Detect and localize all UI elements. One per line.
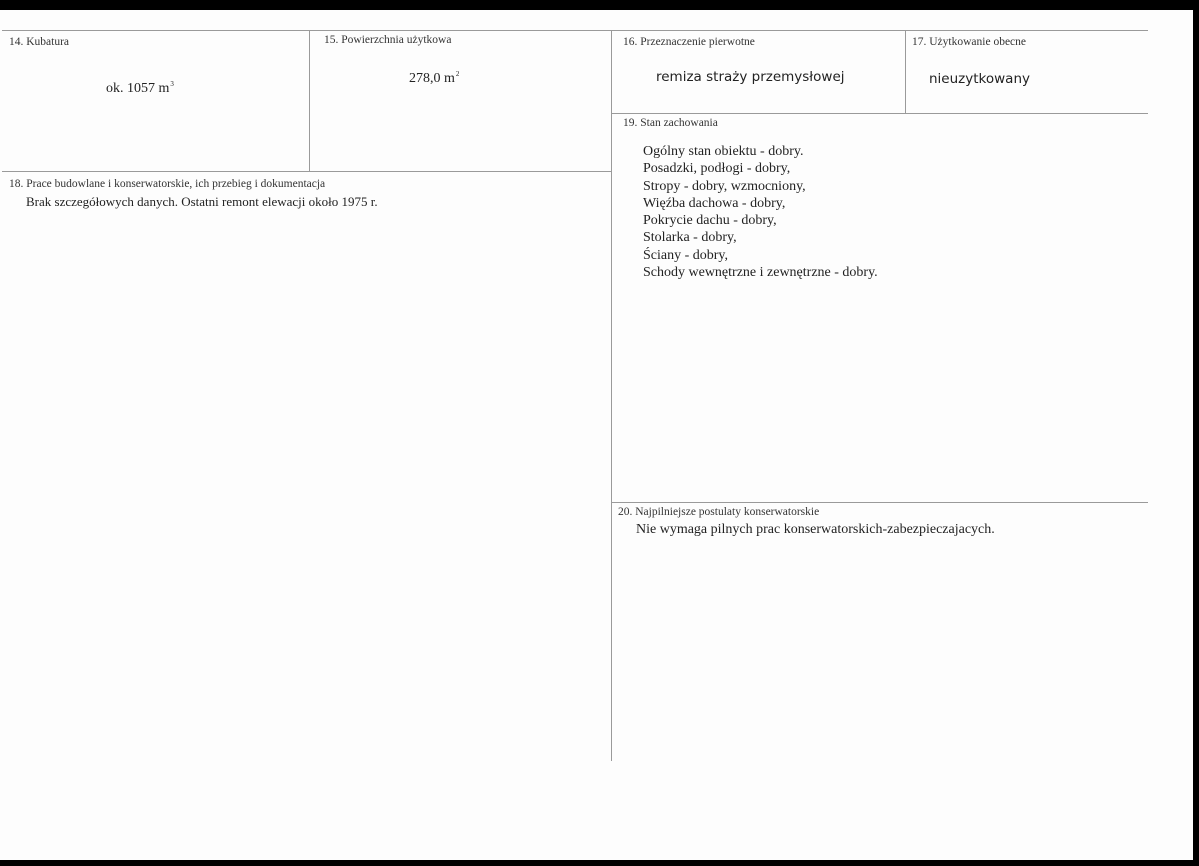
list-item: Stolarka - dobry,	[643, 230, 737, 246]
field-14-value	[106, 80, 174, 97]
field-14-value-text: ok. 1057 m	[106, 81, 170, 96]
field-20-value: Nie wymaga pilnych prac konserwatorskich-zabezpieczajacych.	[636, 522, 995, 537]
top-border-line	[2, 30, 1148, 31]
list-item: Stropy - dobry, wzmocniony,	[643, 178, 806, 194]
divider-14-15	[309, 30, 310, 171]
list-item: Schody wewnętrzne i zewnętrzne - dobry.	[643, 265, 878, 281]
line-above-20	[611, 502, 1148, 503]
field-18-value: Brak szczegółowych danych. Ostatni remont elewacji około 1975 r.	[26, 194, 378, 209]
field-19-label: 19. Stan zachowania	[623, 117, 718, 129]
field-17-value: nieuzytkowany	[929, 71, 1030, 87]
list-item: Posadzki, podłogi - dobry,	[643, 161, 791, 177]
field-16-value: remiza straży przemysłowej	[656, 69, 845, 85]
field-14-label: 14. Kubatura	[9, 36, 70, 48]
field-20-label: 20. Najpilniejsze postulaty konserwatorskie	[618, 506, 820, 518]
list-item: Więźba dachowa - dobry,	[643, 195, 786, 211]
field-15-unit-exponent: 2	[455, 70, 460, 78]
line-below-16-17	[611, 113, 1148, 114]
list-item: Ogólny stan obiektu - dobry.	[643, 144, 804, 159]
document-page	[0, 10, 1193, 860]
field-16-label: 16. Przeznaczenie pierwotne	[623, 36, 755, 48]
list-item: Pokrycie dachu - dobry,	[643, 213, 777, 229]
list-item: Ściany - dobry,	[643, 247, 729, 263]
line-above-18	[2, 171, 611, 172]
divider-16-17	[905, 30, 906, 113]
field-19-list	[643, 143, 878, 281]
field-15-value	[409, 70, 459, 87]
field-18-label: 18. Prace budowlane i konserwatorskie, ich przebieg i dokumentacja	[9, 178, 326, 190]
field-14-unit-exponent: 3	[170, 80, 174, 88]
field-15-value-text: 278,0 m	[409, 71, 455, 86]
field-15-label: 15. Powierzchnia użytkowa	[324, 34, 452, 46]
center-divider	[611, 30, 612, 761]
field-17-label: 17. Użytkowanie obecne	[912, 36, 1027, 48]
